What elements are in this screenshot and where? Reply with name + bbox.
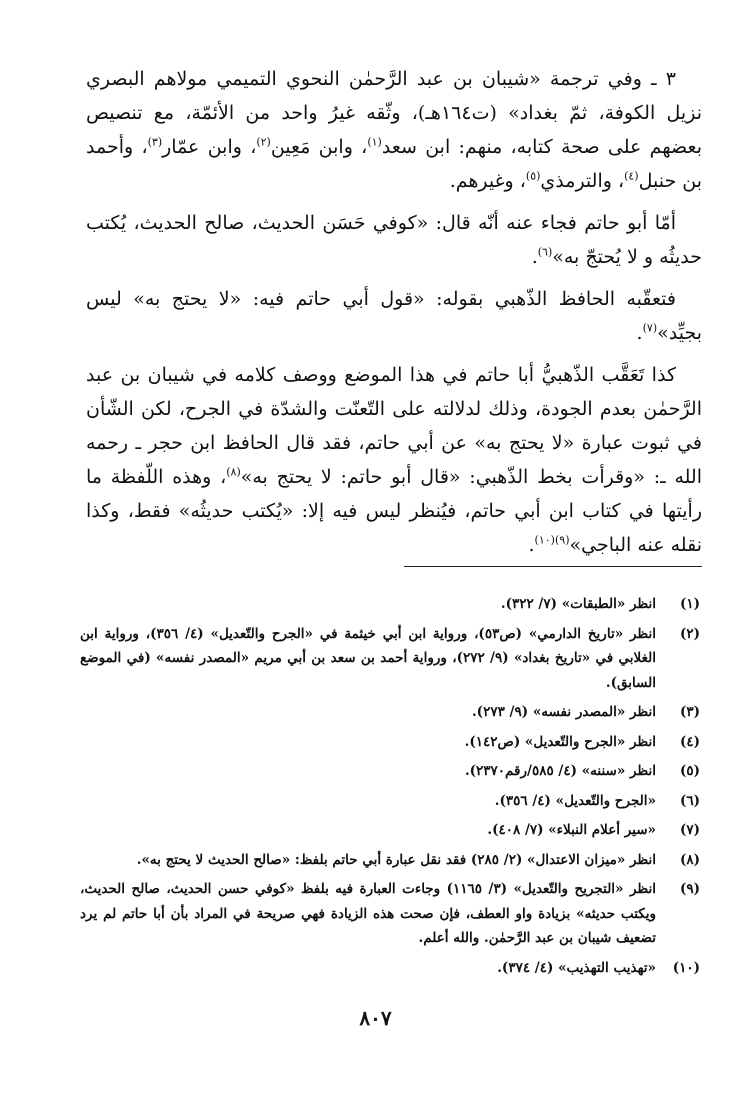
footnote-ref-9[interactable]: (٩) [554, 533, 570, 547]
p4-text: كذا تَعَقَّب الذّهبيُّ أبا حاتم في هذا الموضع ووصف كلامه في شيبان بن عبد الرَّحمٰن بعدم الجودة، وذلك لدلالته على التّعنّت والشدّة في الجرح، لكن الشّأن في ثبوت عبارة «لا يحتج به» عن أبي حاتم، فقد قال الحافظ ابن حجر ـ رحمه الله ـ: «وقرأت بخط الذّهبي: «قال أبو حاتم: لا يحتج به» [86, 364, 702, 488]
footnote-text: انظر «الطبقات» (٧/ ٣٢٢). [500, 596, 656, 612]
footnote-6 [80, 789, 700, 814]
main-text [86, 62, 702, 570]
footnote-text: انظر «الجرح والتّعديل» (ص١٤٢). [464, 733, 656, 750]
p1-text-4: ، وأحمد بن حنبل [86, 136, 702, 192]
footnote-ref-3[interactable]: (٣) [147, 135, 163, 149]
footnote-ref-1[interactable]: (١) [367, 135, 382, 149]
footnote-number: (١٠) [672, 959, 700, 976]
p3-end: . [636, 322, 643, 344]
paragraph-4 [86, 358, 702, 562]
footnote-7 [80, 818, 700, 843]
footnote-10 [80, 956, 700, 981]
footnote-number: (٥) [679, 763, 700, 779]
p4-text-2: ، وهذه اللّفظة ما رأيتها في كتاب ابن أبي حاتم، فيُنظر ليس فيه إلا: «يُكتب حديثُه» فقط، وكذا نقله عنه الباجي» [86, 466, 702, 556]
footnote-ref-8[interactable]: (٨) [226, 465, 241, 479]
footnote-9 [80, 877, 700, 951]
footnote-5 [80, 759, 700, 784]
footnote-text: انظر «سننه» (٤/ ٥٨٥/رقم٢٣٧٠). [464, 763, 656, 779]
footnote-text: «تهذيب التهذيب» (٤/ ٣٧٤). [497, 959, 656, 976]
footnote-ref-7[interactable]: (٧) [642, 321, 658, 335]
footnote-text: «سير أعلام النبلاء» (٧/ ٤٠٨). [487, 822, 656, 838]
footnote-ref-6[interactable]: (٦) [537, 245, 553, 259]
p1-text-6: ، وغيرهم. [449, 170, 526, 192]
footnote-2 [80, 622, 700, 696]
footnote-text: «الجرح والتّعديل» (٤/ ٣٥٦). [494, 792, 656, 809]
footnote-number: (٧) [679, 822, 700, 838]
paragraph-1 [86, 62, 702, 198]
footnote-separator [404, 566, 702, 567]
p1-text-2: ، وابن مَعِين [270, 136, 368, 158]
page-number: ٨٠٧ [359, 1006, 392, 1030]
footnote-1 [80, 592, 700, 617]
footnote-text: انظر «ميزان الاعتدال» (٢/ ٢٨٥) فقد نقل عبارة أبي حاتم بلفظ: «صالح الحديث لا يحتج به». [136, 851, 656, 868]
p1-text-5: ، والترمذي [540, 170, 625, 192]
footnote-number: (٨) [679, 851, 700, 868]
footnote-number: (٣) [679, 704, 700, 720]
footnote-8 [80, 848, 700, 873]
footnote-4 [80, 730, 700, 755]
p3-text: فتعقّبه الحافظ الذّهبي بقوله: «قول أبي حاتم فيه: «لا يحتج به» ليس بجيِّد» [86, 288, 702, 344]
footnote-ref-10[interactable]: (١٠) [534, 533, 555, 547]
footnote-number: (٦) [679, 792, 700, 809]
footnote-number: (٤) [679, 733, 700, 750]
p2-end: . [531, 246, 538, 268]
p4-end: . [528, 534, 535, 556]
footnote-number: (٩) [679, 881, 700, 897]
footnotes [80, 592, 700, 985]
footnote-ref-4[interactable]: (٤) [624, 169, 639, 183]
footnote-number: (١) [679, 596, 700, 612]
p1-text-3: ، وابن عمّار [162, 136, 257, 158]
p1-text: ٣ ـ وفي ترجمة «شيبان بن عبد الرَّحمٰن النحوي التميمي مولاهم البصري نزيل الكوفة، ثمّ بغداد» (ت١٦٤هـ)، وثّقه غيرُ واحد من الأئمّة، مع تنصيص بعضهم على صحة كتابه، منهم: ابن سعد [86, 68, 702, 158]
footnote-number: (٢) [679, 625, 700, 642]
footnote-ref-5[interactable]: (٥) [525, 169, 541, 183]
footnote-text: انظر «تاريخ الدارمي» (ص٥٣)، ورواية ابن أبي خيثمة في «الجرح والتّعديل» (٤/ ٣٥٦)، ورواية ابن الغلابي في «تاريخ بغداد» (٩/ ٢٧٢)، ورواية أحمد بن سعد بن أبي مريم «المصدر نفسه» (في الموضع السابق). [80, 625, 656, 691]
paragraph-3 [86, 282, 702, 350]
paragraph-2 [86, 206, 702, 274]
footnote-text: انظر «التجريح والتّعديل» (٣/ ١١٦٥) وجاءت العبارة فيه بلفظ «كوفي حسن الحديث، صالح الحديث، ويكتب حديثه» بزيادة واو العطف، فإن صحت هذه الزيادة فهي صريحة في المراد بأن أبا حاتم لم يرد تضعيف شيبان بن عبد الرَّحمٰن. والله أعلم. [80, 881, 656, 946]
footnote-text: انظر «المصدر نفسه» (٩/ ٢٧٣). [471, 704, 656, 720]
footnote-3 [80, 700, 700, 725]
p2-text: أمّا أبو حاتم فجاء عنه أنّه قال: «كوفي حَسَن الحديث، صالح الحديث، يُكتب حديثُه و لا يُحتجّ به» [86, 212, 702, 268]
footnote-ref-2[interactable]: (٢) [256, 135, 271, 149]
